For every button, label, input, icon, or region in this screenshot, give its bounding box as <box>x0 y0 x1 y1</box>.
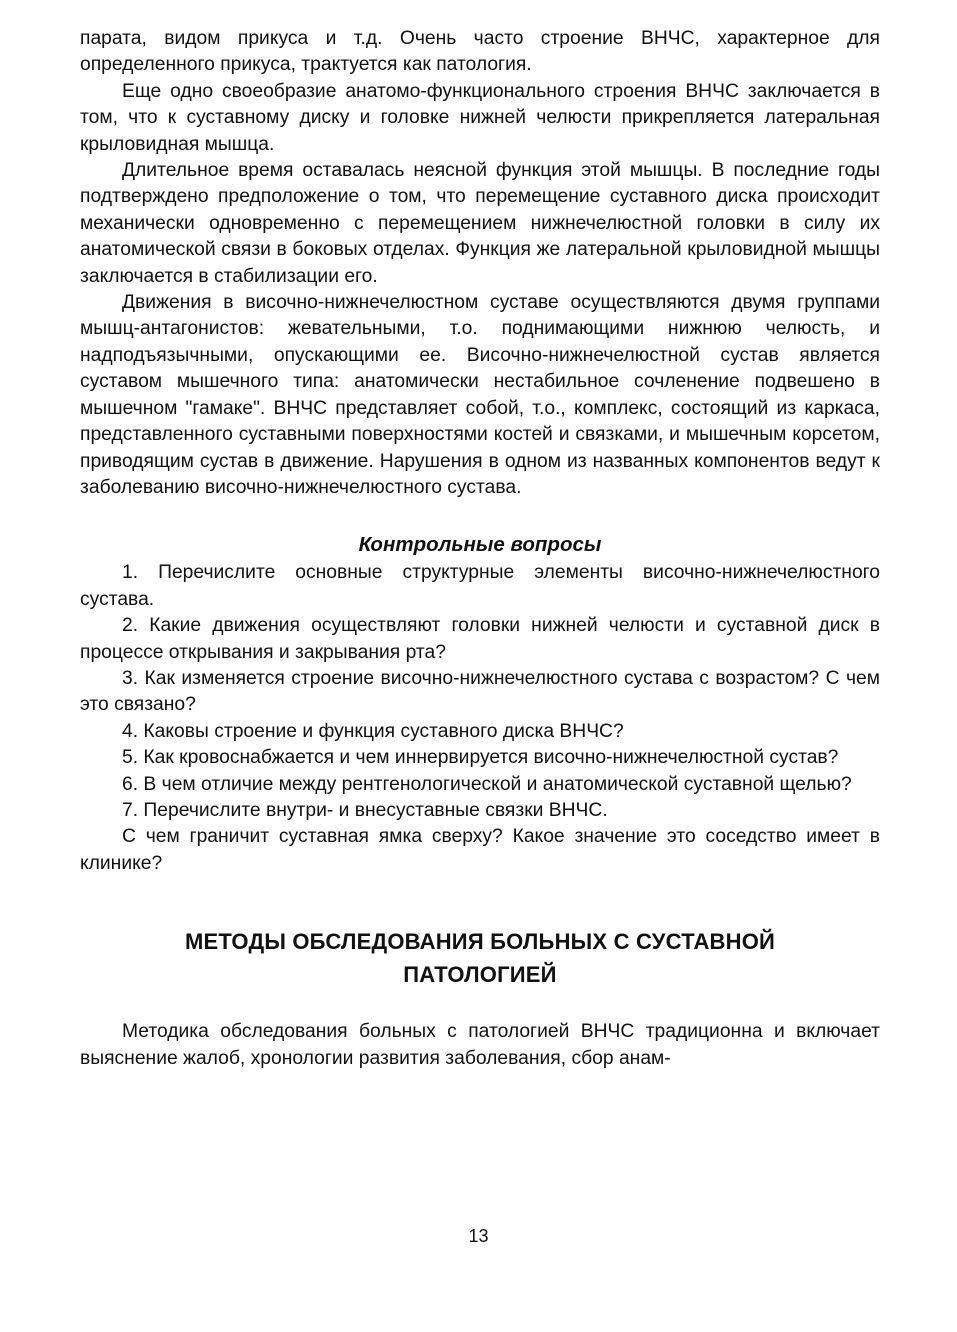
document-page <box>80 26 880 1316</box>
chapter-title <box>80 925 880 991</box>
page-number: 13 <box>468 1226 489 1246</box>
question-7: 7. Перечислите внутри- и внесуставные связки ВНЧС. <box>122 799 608 821</box>
chapter-title-line-1: МЕТОДЫ ОБСЛЕДОВАНИЯ БОЛЬНЫХ С СУСТАВНОЙ <box>184 929 776 955</box>
chapter-title-line-2: ПАТОЛОГИЕЙ <box>403 962 557 988</box>
question-1: 1. Перечислите основные структурные элементы височно-нижнечелюстного сустава. <box>80 562 880 610</box>
paragraph-4: Движения в височно-нижнечелюстном суставе осуществляются двумя группами мышц-антагонистов: жевательными, т.о. поднимающими нижнюю челюсть, и надподъязычными, опускающими ее. Височно-нижнечелюстной сустав является суставом мышечного типа: анатомически нестабильное сочленение подвешено в мышечном "гамаке". ВНЧС представляет собой, т.о., комплекс, состоящий из каркаса, представленного суставными поверхностями костей и связками, и мышечным корсетом, приводящим сустав в движение. Нарушения в одном из названных компонентов ведут к заболеванию височно-нижнечелюстного сустава. <box>80 292 880 498</box>
paragraph-1: парата, видом прикуса и т.д. Очень часто строение ВНЧС, характерное для определенного прикуса, трактуется как патология. <box>80 28 880 76</box>
paragraph-2: Еще одно своеобразие анатомо-функционального строения ВНЧС заключается в том, что к суставному диску и головке нижней челюсти прикрепляется латеральная крыловидная мышца. <box>80 80 880 155</box>
question-6: 6. В чем отличие между рентгенологической и анатомической суставной щелью? <box>122 773 852 795</box>
control-questions-title: Контрольные вопросы <box>358 533 602 557</box>
question-2: 2. Какие движения осуществляют головки нижней челюсти и суставной диск в процессе открывания и закрывания рта? <box>80 615 880 663</box>
chapter-intro-paragraph: Методика обследования больных с патологией ВНЧС традиционна и включает выяснение жалоб, хронологии развития заболевания, сбор анам- <box>80 1021 880 1069</box>
question-8: С чем граничит суставная ямка сверху? Какое значение это соседство имеет в клинике? <box>80 826 880 874</box>
question-5: 5. Как кровоснабжается и чем иннервируется височно-нижнечелюстной сустав? <box>122 747 839 769</box>
paragraph-3: Длительное время оставалась неясной функция этой мышцы. В последние годы подтверждено предположение о том, что перемещение суставного диска происходит механически одновременно с перемещением нижнечелюстной головки в силу их анатомической связи в боковых отделах. Функция же латеральной крыловидной мышцы заключается в стабилизации его. <box>80 160 880 287</box>
question-4: 4. Каковы строение и функция суставного диска ВНЧС? <box>122 720 624 742</box>
question-3: 3. Как изменяется строение височно-нижнечелюстного сустава с возрастом? С чем это связано? <box>80 667 880 716</box>
